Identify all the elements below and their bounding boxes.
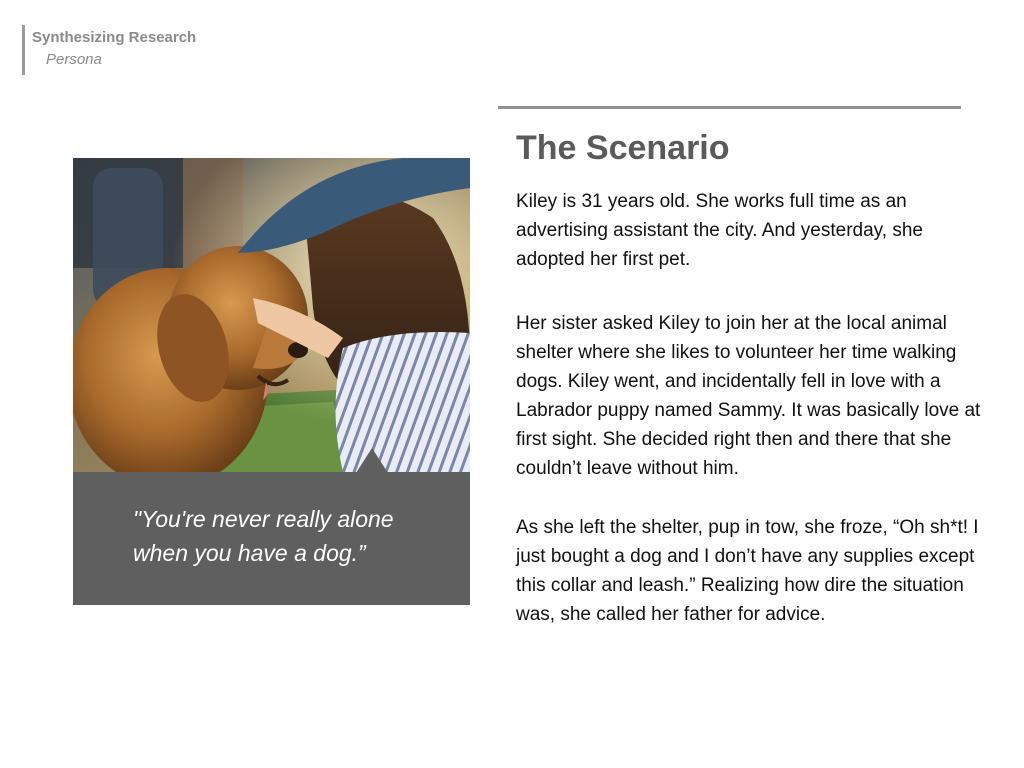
quote-box <box>73 472 470 605</box>
scenario-paragraph: As she left the shelter, pup in tow, she froze, “Oh sh*t! I just bought a dog and I don’t have any supplies except this collar and leash.” Realizing how dire the situation was, she called her father for advice. <box>516 517 979 625</box>
dog-and-woman-photo-icon <box>73 158 470 472</box>
section-title: The Scenario <box>516 129 730 167</box>
persona-photo <box>73 158 470 472</box>
scenario-paragraph: Kiley is 31 years old. She works full time as an advertising assistant the city. And yesterday, she adopted her first pet. <box>516 191 923 270</box>
persona-quote: "You're never really alone when you have a dog.” <box>133 506 394 566</box>
breadcrumb-section: Synthesizing Research <box>32 29 197 46</box>
scenario-paragraph: Her sister asked Kiley to join her at the local animal shelter where she likes to volunteer her time walking dogs. Kiley went, and incidentally fell in love with a Labrador puppy named Sammy. It was basically love at first sight. She decided right then and there that she couldn’t leave without him. <box>516 313 981 479</box>
breadcrumb-subsection: Persona <box>46 51 102 68</box>
quote-notch <box>356 448 388 473</box>
header-divider <box>498 106 961 109</box>
breadcrumb <box>22 25 196 75</box>
